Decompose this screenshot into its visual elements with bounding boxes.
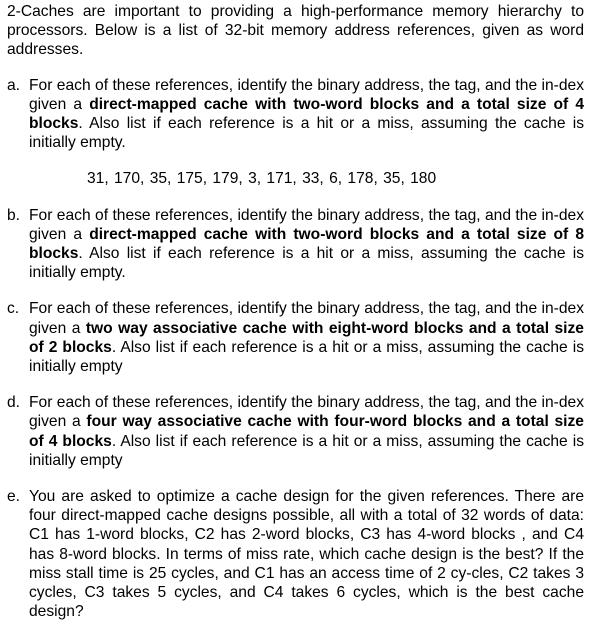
part-c-text-post: . Also list if each reference is a hit or a miss, assuming the cache is initially empty	[29, 338, 584, 376]
question-parts-list	[7, 76, 584, 622]
part-c-marker: c.	[7, 300, 20, 318]
part-a-text-bold: direct-mapped cache with two-word blocks and a total size of 4 blocks	[29, 95, 585, 133]
part-a-text-post: . Also list if each reference is a hit or a miss, assuming the cache is initially empty.	[29, 115, 584, 152]
part-b-text-bold: direct-mapped cache with two-word blocks and a total size of 8 blocks	[29, 225, 585, 263]
document-page	[7, 2, 584, 638]
part-a-text-pre: For each of these references, identify the binary address, the tag, and the in-dex given a	[29, 76, 584, 113]
part-a-marker: a.	[7, 76, 21, 94]
part-b-marker: b.	[7, 206, 21, 224]
part-c-text-pre: For each of these references, identify the binary address, the tag, and the in-dex given a	[29, 300, 584, 337]
part-d-text-post: . Also list if each reference is a hit or a miss, assuming the cache is initially empty	[29, 432, 584, 469]
part-c-text-bold: two way associative cache with eight-word blocks and a total size of 2 blocks	[29, 319, 584, 356]
part-d-text-bold: four way associative cache with four-word blocks and a total size of 4 blocks	[29, 413, 584, 450]
part-d-text	[29, 393, 584, 470]
part-c-text	[29, 299, 584, 376]
part-e-marker: e.	[7, 488, 21, 506]
intro-paragraph: 2-Caches are important to providing a high-performance memory hierarchy to processors. Below is a list of 32-bit memory address references, given as word addresses.	[7, 3, 584, 59]
part-a-text	[29, 76, 584, 153]
part-e-text: You are asked to optimize a cache design for the given references. There are four direct-mapped cache designs possible, all with a total of 32 words of data: C1 has 1-word blocks, C2 has 2-word blocks, C3 has 4-word blocks , and C4 has 8-word blocks. In terms of miss rate, which cache design is the best? If the miss stall time is 25 cycles, and C1 has an access time of 2 cy-cles, C2 takes 3 cycles, C3 takes 5 cycles, and C4 takes 6 cycles, which is the best cache design?	[29, 488, 584, 621]
part-a	[7, 76, 584, 189]
part-d-text-pre: For each of these references, identify the binary address, the tag, and the in-dex given a	[29, 394, 584, 431]
part-d-marker: d.	[7, 394, 21, 412]
part-e	[7, 487, 584, 621]
address-references: 31, 170, 35, 175, 179, 3, 171, 33, 6, 178, 35, 180	[87, 170, 437, 188]
part-b-text-pre: For each of these references, identify the binary address, the tag, and the in-dex given a	[29, 206, 584, 243]
part-b-text	[29, 206, 584, 283]
part-b	[7, 206, 584, 283]
part-d	[7, 393, 584, 470]
part-b-text-post: . Also list if each reference is a hit or a miss, assuming the cache is initially empty.	[29, 245, 584, 282]
part-c	[7, 299, 584, 376]
